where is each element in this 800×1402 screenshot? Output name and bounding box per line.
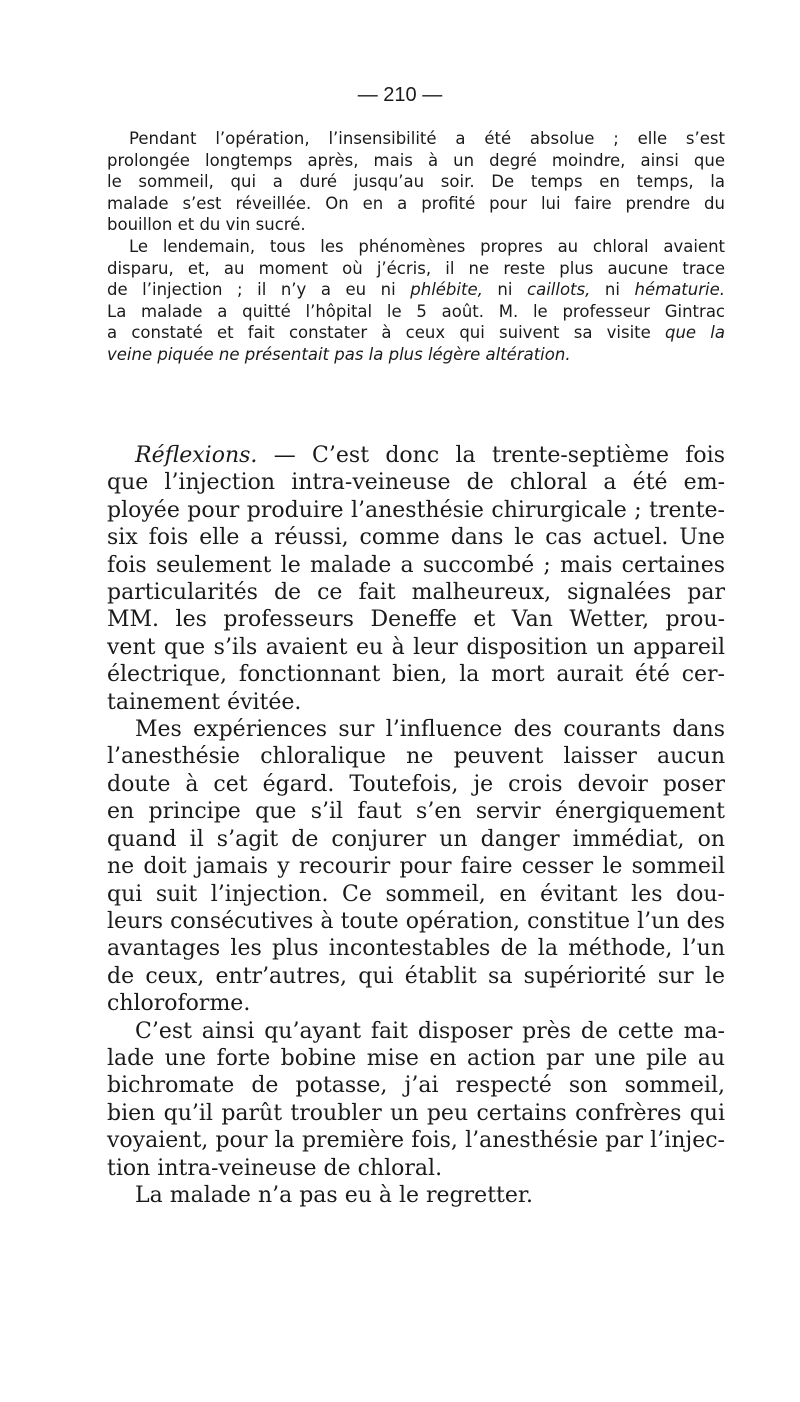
text-line: électrique, fonctionnant bien, la mort aurait été cer-: [107, 662, 725, 688]
italic-term: hématurie.: [634, 280, 725, 300]
text-line: lade une forte bobine mise en action par une pile au: [107, 1045, 725, 1071]
text-line-mixed: [107, 322, 725, 344]
text-line: bichromate de potasse, j’ai respecté son sommeil,: [107, 1073, 725, 1099]
text-line: le sommeil, qui a duré jusqu’au soir. De temps en temps, la: [107, 172, 725, 192]
text-line: ployée pour produire l’anesthésie chirurgicale ; trente-: [107, 497, 725, 523]
reflexions-text: [107, 442, 725, 1209]
text-line: tainement évitée.: [107, 689, 302, 715]
text-line: de ceux, entr’autres, qui établit sa supériorité sur le: [107, 963, 725, 989]
text-line: chloroforme.: [107, 991, 251, 1017]
text-line: leurs consécutives à toute opération, constitue l’un des: [107, 908, 725, 934]
text-line: l’anesthésie chloralique ne peuvent laisser aucun: [107, 744, 725, 770]
text-line: malade s’est réveillée. On en a profité pour lui faire prendre du: [107, 193, 725, 213]
text-line: qui suit l’injection. Ce sommeil, en évitant les dou-: [107, 881, 725, 907]
italic-term: caillots,: [527, 280, 591, 300]
text-line: six fois elle a réussi, comme dans le cas actuel. Une: [107, 525, 725, 551]
text-line: C’est ainsi qu’ayant fait disposer près de cette ma-: [135, 1018, 725, 1044]
text-segment: a constaté et fait constater à ceux qui suivent sa visite: [107, 323, 665, 343]
text-line-mixed: [107, 442, 725, 469]
text-segment: de l’injection ; il n’y a eu ni: [107, 280, 411, 300]
text-segment: ni: [482, 280, 528, 300]
text-line: Pendant l’opération, l’insensibilité a été absolue ; elle s’est: [129, 129, 725, 148]
page-number: — 210 —: [357, 84, 443, 106]
text-line: disparu, et, au moment où j’écris, il ne reste plus aucune trace: [107, 258, 725, 278]
text-line: bouillon et du vin sucré.: [107, 215, 306, 235]
section-heading: Réflexions.: [135, 443, 258, 468]
text-line: avantages les plus incontestables de la méthode, l’un: [107, 936, 725, 962]
text-segment: ni: [590, 280, 635, 300]
italic-term: phlébite,: [410, 280, 483, 300]
text-line: Mes expériences sur l’influence des courants dans: [135, 717, 725, 743]
text-line: MM. les professeurs Deneffe et Van Wetter, prou-: [107, 607, 725, 633]
text-line: doute à cet égard. Toutefois, je crois devoir poser: [107, 771, 725, 797]
text-segment: — C’est donc la trente-septième fois: [257, 443, 725, 468]
text-line: que l’injection intra-veineuse de chloral a été em-: [107, 470, 725, 496]
text-line: fois seulement le malade a succombé ; mais certaines: [107, 552, 725, 578]
text-line: prolongée longtemps après, mais à un degré moindre, ainsi que: [107, 150, 725, 170]
case-report-text: [107, 128, 725, 366]
text-line: tion intra-veineuse de chloral.: [107, 1155, 443, 1181]
text-line: vent que s’ils avaient eu à leur disposition un appareil: [107, 634, 725, 660]
text-line: particularités de ce fait malheureux, signalées par: [107, 580, 725, 606]
text-line: voyaient, pour la première fois, l’anesthésie par l’injec-: [107, 1128, 725, 1154]
text-line: ne doit jamais y recourir pour faire cesser le sommeil: [107, 854, 725, 880]
text-line: en principe que s’il faut s’en servir énergiquement: [107, 799, 725, 825]
text-line: La malade n’a pas eu à le regretter.: [135, 1182, 533, 1208]
text-line: bien qu’il parût troubler un peu certains confrères qui: [107, 1100, 725, 1126]
italic-line: veine piquée ne présentait pas la plus légère altération.: [107, 344, 571, 364]
text-line-mixed: [107, 279, 725, 301]
text-line: quand il s’agit de conjurer un danger immédiat, on: [107, 826, 725, 852]
italic-phrase: que la: [665, 323, 725, 343]
text-line: Le lendemain, tous les phénomènes propres au chloral avaient: [129, 236, 725, 256]
text-line: La malade a quitté l’hôpital le 5 août. M. le professeur Gintrac: [107, 301, 725, 321]
